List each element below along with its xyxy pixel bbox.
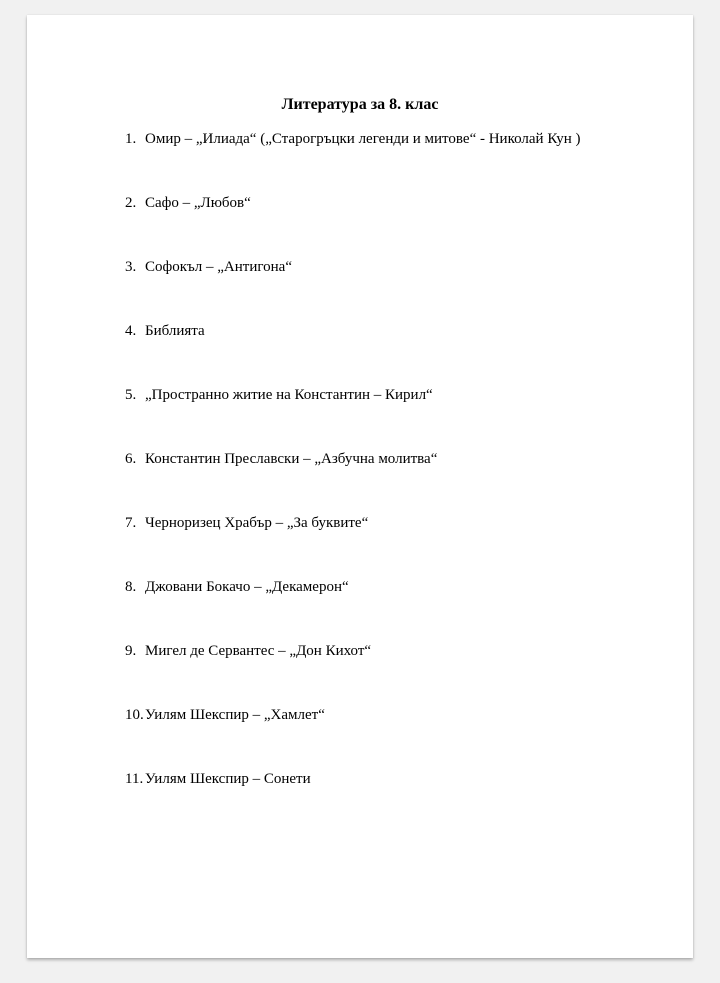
list-item (125, 513, 580, 577)
list-item (125, 321, 580, 385)
list-item-number: 7. (125, 515, 137, 531)
list-item-number: 11. (125, 771, 144, 787)
list-item-text: Мигел де Сервантес – „Дон Кихот“ (145, 643, 372, 659)
list-item (125, 385, 580, 449)
list-item-text: Джовани Бокачо – „Декамерон“ (145, 579, 349, 595)
list-item (125, 769, 580, 833)
list-item-number: 2. (125, 195, 137, 211)
document-page (27, 15, 693, 958)
document-title: Литература за 8. клас (281, 96, 439, 113)
list-item (125, 577, 580, 641)
list-item-number: 8. (125, 579, 137, 595)
list-item-text: Уилям Шекспир – „Хамлет“ (145, 707, 325, 723)
list-item-number: 5. (125, 387, 137, 403)
list-item-text: Сафо – „Любов“ (145, 195, 251, 211)
list-item (125, 193, 580, 257)
list-item-number: 1. (125, 131, 137, 147)
list-item (125, 641, 580, 705)
list-item-number: 4. (125, 323, 137, 339)
list-item-text: Константин Преславски – „Азбучна молитва“ (145, 451, 438, 467)
list-item-text: Черноризец Храбър – „За буквите“ (145, 515, 369, 531)
list-item-text: Библията (145, 323, 205, 339)
list-item-text: Омир – „Илиада“ („Старогръцки легенди и митове“ - Николай Кун ) (145, 131, 581, 147)
list-item-number: 6. (125, 451, 137, 467)
list-item-number: 3. (125, 259, 137, 275)
list-item-text: Уилям Шекспир – Сонети (145, 771, 311, 787)
list-item (125, 705, 580, 769)
list-item-number: 10. (125, 707, 144, 723)
list-item (125, 257, 580, 321)
reading-list (125, 129, 580, 833)
list-item (125, 129, 580, 193)
list-item (125, 449, 580, 513)
list-item-text: „Пространно житие на Константин – Кирил“ (145, 387, 433, 403)
list-item-number: 9. (125, 643, 137, 659)
list-item-text: Софокъл – „Антигона“ (145, 259, 292, 275)
